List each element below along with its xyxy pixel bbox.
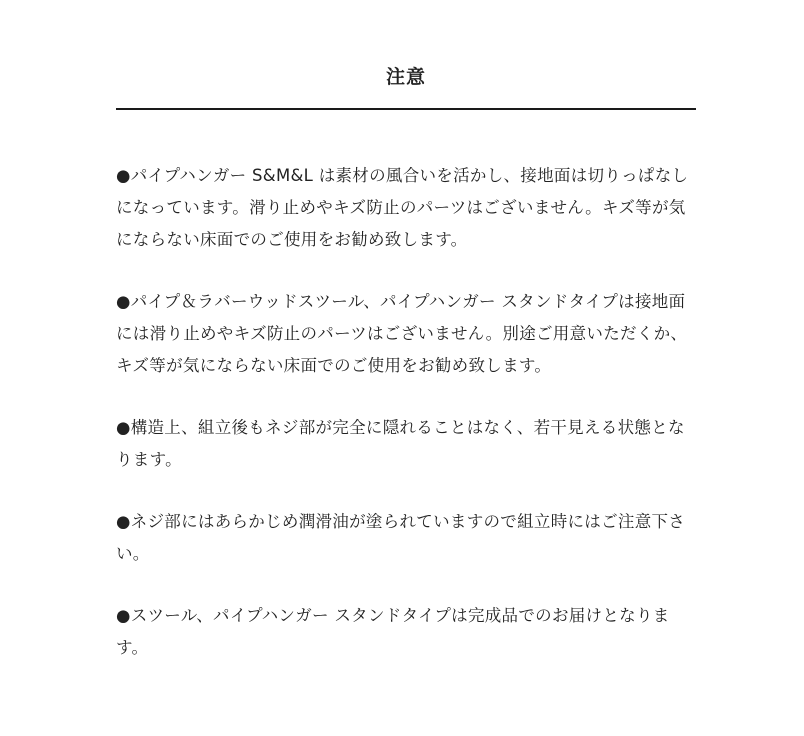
notice-item-floor-contact: ●パイプハンガー S&M&L は素材の風合いを活かし、接地面は切りっぱなしになっています。滑り止めやキズ防止のパーツはございません。キズ等が気にならない床面でのご使用をお勧め致します。 (116, 166, 689, 249)
notice-item-screw-visibility: ●構造上、組立後もネジ部が完全に隠れることはなく、若干見える状態となります。 (116, 418, 685, 469)
title-divider (116, 108, 696, 110)
notice-section (116, 62, 696, 664)
notice-item-delivery: ●スツール、パイプハンガー スタンドタイプは完成品でのお届けとなります。 (116, 606, 670, 657)
notice-item-lubricant: ●ネジ部にはあらかじめ潤滑油が塗られていますので組立時にはご注意下さい。 (116, 512, 686, 563)
notice-title: 注意 (385, 66, 426, 88)
notice-list (116, 160, 696, 664)
notice-item-stand-type: ●パイプ＆ラバーウッドスツール、パイプハンガー スタンドタイプは接地面には滑り止めやキズ防止のパーツはございません。別途ご用意いただくか、キズ等が気にならない床面でのご使用をお勧め致します。 (116, 292, 688, 375)
